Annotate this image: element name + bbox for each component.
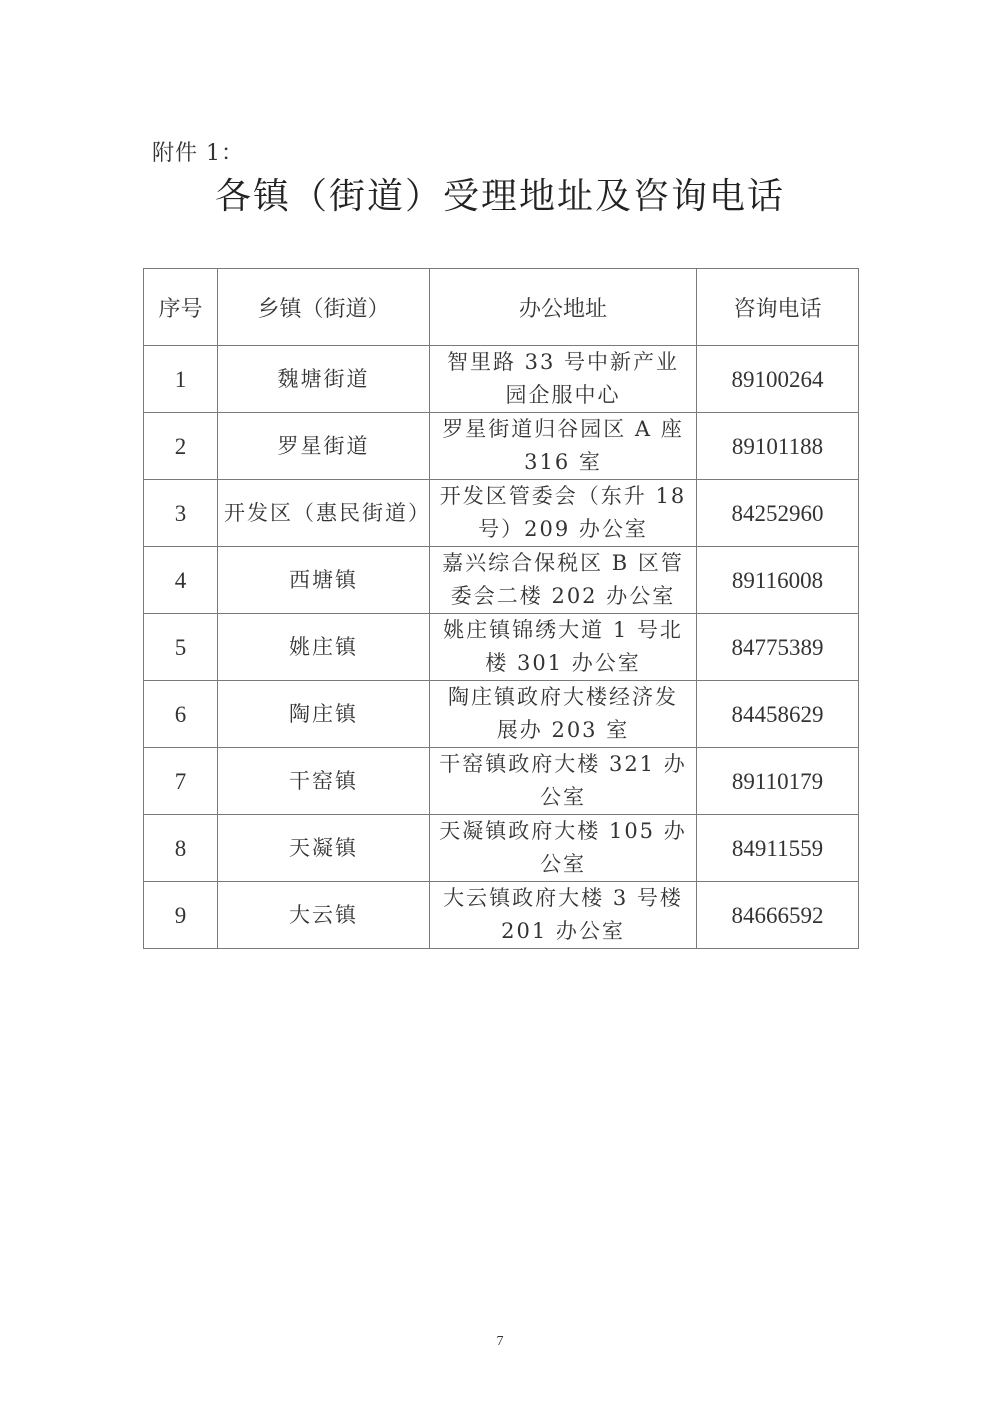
row-town: 干窑镇 [218, 748, 430, 815]
row-town: 罗星街道 [218, 413, 430, 480]
row-index: 8 [144, 815, 218, 882]
row-town: 西塘镇 [218, 547, 430, 614]
table-row [144, 413, 859, 480]
document-title: 各镇（街道）受理地址及咨询电话 [214, 176, 785, 217]
table-row [144, 547, 859, 614]
row-phone: 89100264 [697, 346, 859, 413]
row-index: 7 [144, 748, 218, 815]
row-address: 开发区管委会（东升 18 号）209 办公室 [430, 480, 697, 547]
row-index: 5 [144, 614, 218, 681]
header-address: 办公地址 [430, 269, 697, 346]
table-row [144, 346, 859, 413]
row-address: 智里路 33 号中新产业园企服中心 [430, 346, 697, 413]
row-town: 开发区（惠民街道） [218, 480, 430, 547]
row-index: 4 [144, 547, 218, 614]
row-index: 6 [144, 681, 218, 748]
row-phone: 84911559 [697, 815, 859, 882]
attachment-label: 附件 1： [152, 141, 244, 166]
row-town: 天凝镇 [218, 815, 430, 882]
row-address: 干窑镇政府大楼 321 办公室 [430, 748, 697, 815]
row-phone: 84252960 [697, 480, 859, 547]
row-index: 3 [144, 480, 218, 547]
page-number: 7 [496, 1334, 504, 1349]
row-index: 1 [144, 346, 218, 413]
row-address: 天凝镇政府大楼 105 办公室 [430, 815, 697, 882]
table-header-row [144, 269, 859, 346]
row-phone: 84458629 [697, 681, 859, 748]
row-phone: 89110179 [697, 748, 859, 815]
row-address: 大云镇政府大楼 3 号楼 201 办公室 [430, 882, 697, 949]
header-town: 乡镇（街道） [218, 269, 430, 346]
row-town: 陶庄镇 [218, 681, 430, 748]
row-address: 姚庄镇锦绣大道 1 号北楼 301 办公室 [430, 614, 697, 681]
header-index: 序号 [144, 269, 218, 346]
row-phone: 84775389 [697, 614, 859, 681]
table-row [144, 614, 859, 681]
header-phone: 咨询电话 [697, 269, 859, 346]
row-town: 大云镇 [218, 882, 430, 949]
row-town: 姚庄镇 [218, 614, 430, 681]
row-phone: 89116008 [697, 547, 859, 614]
address-table [143, 268, 859, 949]
table-row [144, 480, 859, 547]
row-address: 罗星街道归谷园区 A 座 316 室 [430, 413, 697, 480]
table-row [144, 882, 859, 949]
row-index: 9 [144, 882, 218, 949]
table-row [144, 815, 859, 882]
row-address: 嘉兴综合保税区 B 区管委会二楼 202 办公室 [430, 547, 697, 614]
row-phone: 84666592 [697, 882, 859, 949]
row-index: 2 [144, 413, 218, 480]
row-address: 陶庄镇政府大楼经济发展办 203 室 [430, 681, 697, 748]
table-row [144, 681, 859, 748]
row-town: 魏塘街道 [218, 346, 430, 413]
table-row [144, 748, 859, 815]
row-phone: 89101188 [697, 413, 859, 480]
